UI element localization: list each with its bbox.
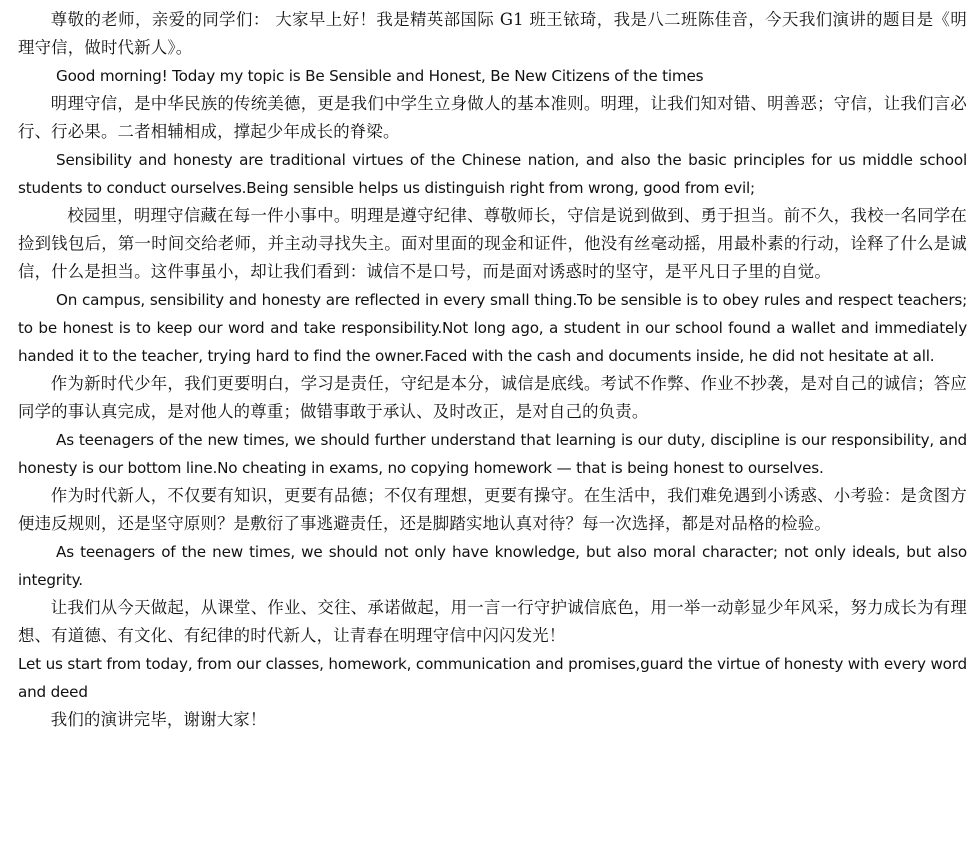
character-paragraph-en: As teenagers of the new times, we should not only have knowledge, but also moral character; not only ideals, but also integrity. xyxy=(18,543,967,589)
intro-paragraph-zh: 明理守信，是中华民族的传统美德，更是我们中学生立身做人的基本准则。明理，让我们知对错、明善恶；守信，让我们言必行、行必果。二者相辅相成，撑起少年成长的脊梁。 xyxy=(18,94,967,141)
greeting-paragraph-zh: 尊敬的老师，亲爱的同学们： 大家早上好！我是精英部国际 G1 班王铱琦，我是八二班陈佳音，今天我们演讲的题目是《明理守信，做时代新人》。 xyxy=(18,10,967,57)
teenager-paragraph-en: As teenagers of the new times, we should further understand that learning is our duty, discipline is our responsibility, and honesty is our bottom line.No cheating in exams, no copying homework — that is being honest to ourselves. xyxy=(18,431,967,477)
campus-paragraph-zh: 校园里，明理守信藏在每一件小事中。明理是遵守纪律、尊敬师长，守信是说到做到、勇于担当。前不久，我校一名同学在捡到钱包后，第一时间交给老师，并主动寻找失主。面对里面的现金和证件，他没有丝毫动摇，用最朴素的行动，诠释了什么是诚信，什么是担当。这件事虽小，却让我们看到：诚信不是口号，而是面对诱惑时的坚守，是平凡日子里的自觉。 xyxy=(18,206,967,281)
greeting-paragraph-en: Good morning! Today my topic is Be Sensible and Honest, Be New Citizens of the times xyxy=(56,67,704,85)
closing-paragraph-zh: 我们的演讲完毕，谢谢大家！ xyxy=(50,710,267,729)
intro-paragraph-en: Sensibility and honesty are traditional virtues of the Chinese nation, and also the basic principles for us middle school students to conduct ourselves.Being sensible helps us distinguish right from wrong, good from evil; xyxy=(18,151,967,197)
character-paragraph-zh: 作为时代新人，不仅要有知识，更要有品德；不仅有理想，更要有操守。在生活中，我们难免遇到小诱惑、小考验：是贪图方便违反规则，还是坚守原则？是敷衍了事逃避责任，还是脚踏实地认真对待？每一次选择，都是对品格的检验。 xyxy=(18,486,967,533)
teenager-paragraph-zh: 作为新时代少年，我们更要明白，学习是责任，守纪是本分，诚信是底线。考试不作弊、作业不抄袭，是对自己的诚信；答应同学的事认真完成，是对他人的尊重；做错事敢于承认、及时改正，是对自己的负责。 xyxy=(18,374,967,421)
campus-paragraph-en: On campus, sensibility and honesty are reflected in every small thing.To be sensible is to obey rules and respect teachers; to be honest is to keep our word and take responsibility.Not long ago, a student in our school found a wallet and immediately handed it to the teacher, trying hard to find the owner.Faced with the cash and documents inside, he did not hesitate at all. xyxy=(18,291,967,365)
call-to-action-paragraph-en: Let us start from today, from our classes, homework, communication and promises,guard the virtue of honesty with every word and deed xyxy=(18,655,967,701)
call-to-action-paragraph-zh: 让我们从今天做起，从课堂、作业、交往、承诺做起，用一言一行守护诚信底色，用一举一动彰显少年风采，努力成长为有理想、有道德、有文化、有纪律的时代新人，让青春在明理守信中闪闪发光！ xyxy=(18,598,967,645)
